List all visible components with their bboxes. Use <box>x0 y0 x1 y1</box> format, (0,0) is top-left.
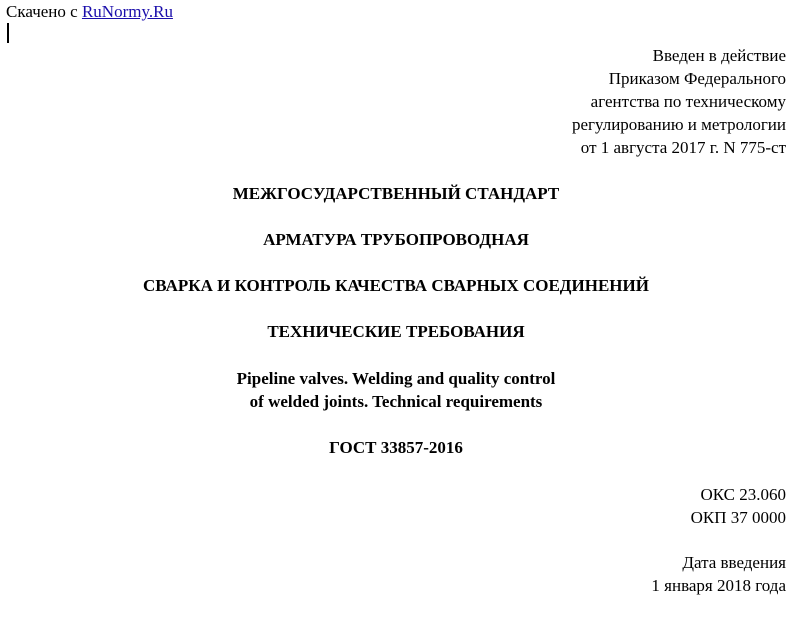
english-title-line: of welded joints. Technical requirements <box>249 392 543 411</box>
effective-date: 1 января 2018 года <box>651 576 786 595</box>
subtitle-heading: СВАРКА И КОНТРОЛЬ КАЧЕСТВА СВАРНЫХ СОЕДИНЕНИЙ <box>143 276 649 295</box>
effective-date-label: Дата введения <box>682 553 786 572</box>
intro-line: регулированию и метрологии <box>571 115 786 134</box>
text-cursor <box>7 23 9 43</box>
standard-type-heading: МЕЖГОСУДАРСТВЕННЫЙ СТАНДАРТ <box>232 184 560 203</box>
source-link[interactable]: RuNormy.Ru <box>81 2 173 21</box>
okp-code: ОКП 37 0000 <box>690 508 786 527</box>
oks-code: ОКС 23.060 <box>700 485 786 504</box>
english-title-line: Pipeline valves. Welding and quality control <box>236 369 556 388</box>
intro-line: Введен в действие <box>652 46 786 65</box>
title-heading: АРМАТУРА ТРУБОПРОВОДНАЯ <box>263 230 529 249</box>
source-prefix: Скачено с <box>6 2 82 21</box>
source-line <box>6 2 173 22</box>
intro-line: от 1 августа 2017 г. N 775-ст <box>580 138 786 157</box>
intro-line: агентства по техническому <box>590 92 786 111</box>
requirements-heading: ТЕХНИЧЕСКИЕ ТРЕБОВАНИЯ <box>267 322 525 341</box>
standard-designation: ГОСТ 33857-2016 <box>329 438 463 457</box>
intro-line: Приказом Федерального <box>608 69 786 88</box>
introduction-block <box>572 44 786 159</box>
